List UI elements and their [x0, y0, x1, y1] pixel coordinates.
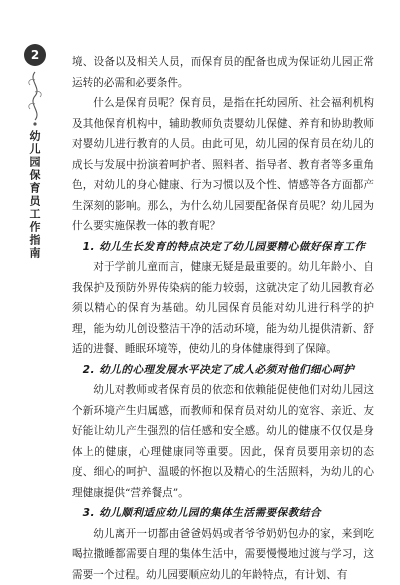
page-body	[72, 52, 374, 585]
section-heading: 1. 幼儿生长发育的特点决定了幼儿园要精心做好保育工作	[72, 237, 374, 258]
body-paragraph: 对于学前儿童而言，健康无疑是最重要的。幼儿年龄小、自我保护及预防外界传染病的能力较弱，这就决定了幼儿园教育必须以精心的保育为基础。幼儿园保育员能对幼儿进行科学的护理，能为幼儿创设整洁干净的活动环境，能为幼儿提供清新、舒适的进餐、睡眠环境等，使幼儿的身体健康得到了保障。	[72, 257, 374, 360]
sidebar	[0, 0, 56, 565]
vertical-book-title: 幼儿园保育员工作指南	[26, 130, 42, 260]
body-paragraph: 幼儿离开一切都由爸爸妈妈或者爷爷奶奶包办的家，来到吃喝拉撒睡都需要自理的集体生活中，需要慢慢地过渡与学习，这需要一个过程。幼儿园要顺应幼儿的年龄特点，有计划、有	[72, 524, 374, 585]
page-number: 2	[24, 44, 46, 66]
body-paragraph: 境、设备以及相关人员，而保育员的配备也成为保证幼儿园正常运转的必需和必要条件。	[72, 52, 374, 93]
decorative-flourish-icon	[22, 70, 48, 128]
section-heading: 3. 幼儿顺利适应幼儿园的集体生活需要保教结合	[72, 503, 374, 524]
body-paragraph: 幼儿对教师或者保育员的依恋和依赖能促使他们对幼儿园这个新环境产生归属感，而教师和保育员对幼儿的宽容、亲近、友好能让幼儿产生强烈的信任感和安全感。幼儿的健康不仅仅是身体上的健康，心理健康同等重要。因此，保育员要用亲切的态度、细心的呵护、温暖的怀抱以及精心的生活照料，为幼儿的心理健康提供“营养餐点”。	[72, 380, 374, 503]
section-heading: 2. 幼儿的心理发展水平决定了成人必须对他们细心呵护	[72, 360, 374, 381]
body-paragraph: 什么是保育员呢？保育员，是指在托幼园所、社会福利机构及其他保育机构中，辅助教师负责婴幼儿保健、养育和协助教师对婴幼儿进行教育的人员。由此可见，幼儿园的保育员在幼儿的成长与发展中扮演着呵护者、照料者、指导者、教育者等多重角色，对幼儿的身心健康、行为习惯以及个性、情感等各方面都产生深刻的影响。那么，为什么幼儿园要配备保育员呢？幼儿园为什么要实施保教一体的教育呢？	[72, 93, 374, 237]
